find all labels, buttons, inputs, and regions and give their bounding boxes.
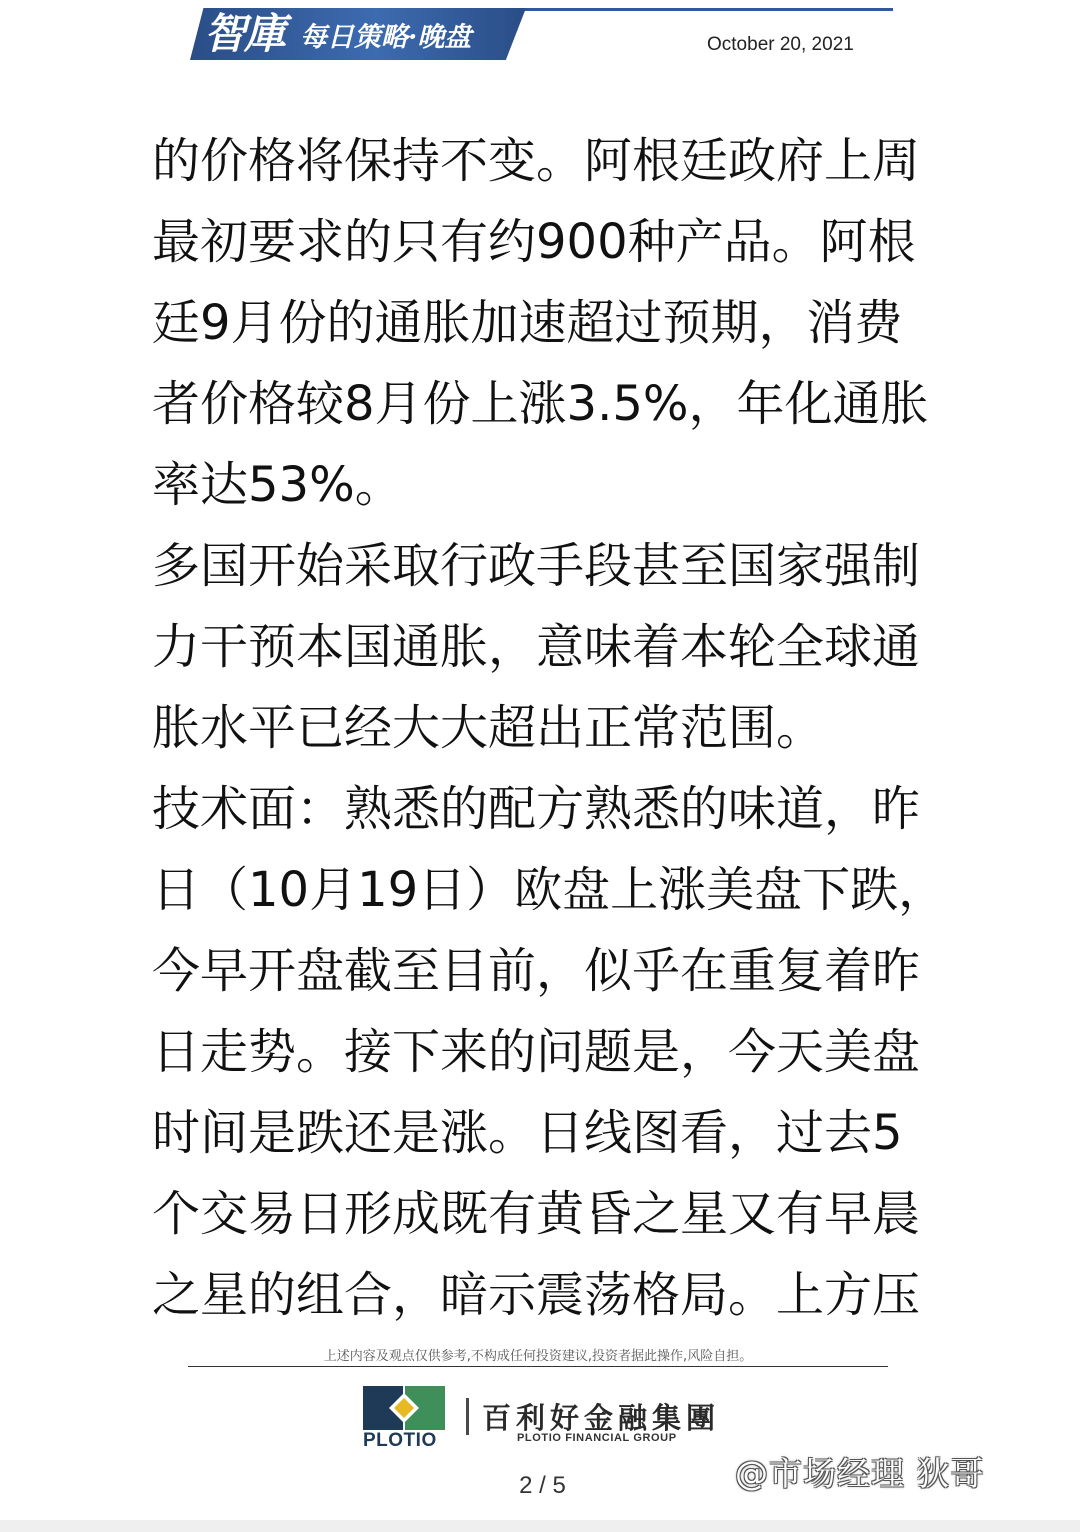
text-line: 廷9月份的通胀加速超过预期，消费 <box>152 295 903 351</box>
text-line: 率达53%。 <box>152 457 403 513</box>
text-line: 胀水平已经大大超出正常范围。 <box>152 700 825 756</box>
article-body <box>152 121 947 1336</box>
text-line: 多国开始采取行政手段甚至国家强制 <box>152 538 921 594</box>
logo-wordmark: PLOTIO <box>363 1430 437 1451</box>
brand-title: 智庫 <box>204 9 285 58</box>
watermark-text: @市场经理 狄哥 <box>735 1454 985 1493</box>
disclaimer-rule <box>188 1366 888 1367</box>
report-date: October 20, 2021 <box>707 34 854 55</box>
text-line: 个交易日形成既有黄昏之星又有早晨 <box>152 1186 921 1242</box>
logo-divider <box>466 1398 469 1435</box>
disclaimer-text: 上述内容及观点仅供参考,不构成任何投资建议,投资者据此操作,风险自担。 <box>323 1349 753 1364</box>
text-line: 者价格较8月份上涨3.5%，年化通胀 <box>152 376 929 432</box>
text-line: 的价格将保持不变。阿根廷政府上周 <box>152 133 921 189</box>
page-indicator: 2 / 5 <box>519 1472 566 1499</box>
text-line: 最初要求的只有约900种产品。阿根 <box>152 214 916 270</box>
text-line: 时间是跌还是涨。日线图看，过去5 <box>152 1105 903 1161</box>
text-line: 今早开盘截至目前，似乎在重复着昨 <box>152 943 921 999</box>
text-line: 日（10月19日）欧盘上涨美盘下跌， <box>152 862 947 918</box>
bottom-bar <box>0 1520 1080 1532</box>
text-line: 技术面：熟悉的配方熟悉的味道，昨 <box>152 781 921 837</box>
report-subtitle: 每日策略·晚盘 <box>300 22 472 53</box>
text-line: 日走势。接下来的问题是，今天美盘 <box>152 1024 921 1080</box>
report-header <box>0 0 1080 70</box>
group-name-cn: 百利好金融集團 <box>482 1401 721 1435</box>
plotio-logo-icon <box>363 1386 445 1430</box>
text-line: 之星的组合，暗示震荡格局。上方压 <box>152 1267 921 1323</box>
group-name-en: PLOTIO FINANCIAL GROUP <box>517 1432 677 1444</box>
text-line: 力干预本国通胀，意味着本轮全球通 <box>152 619 921 675</box>
